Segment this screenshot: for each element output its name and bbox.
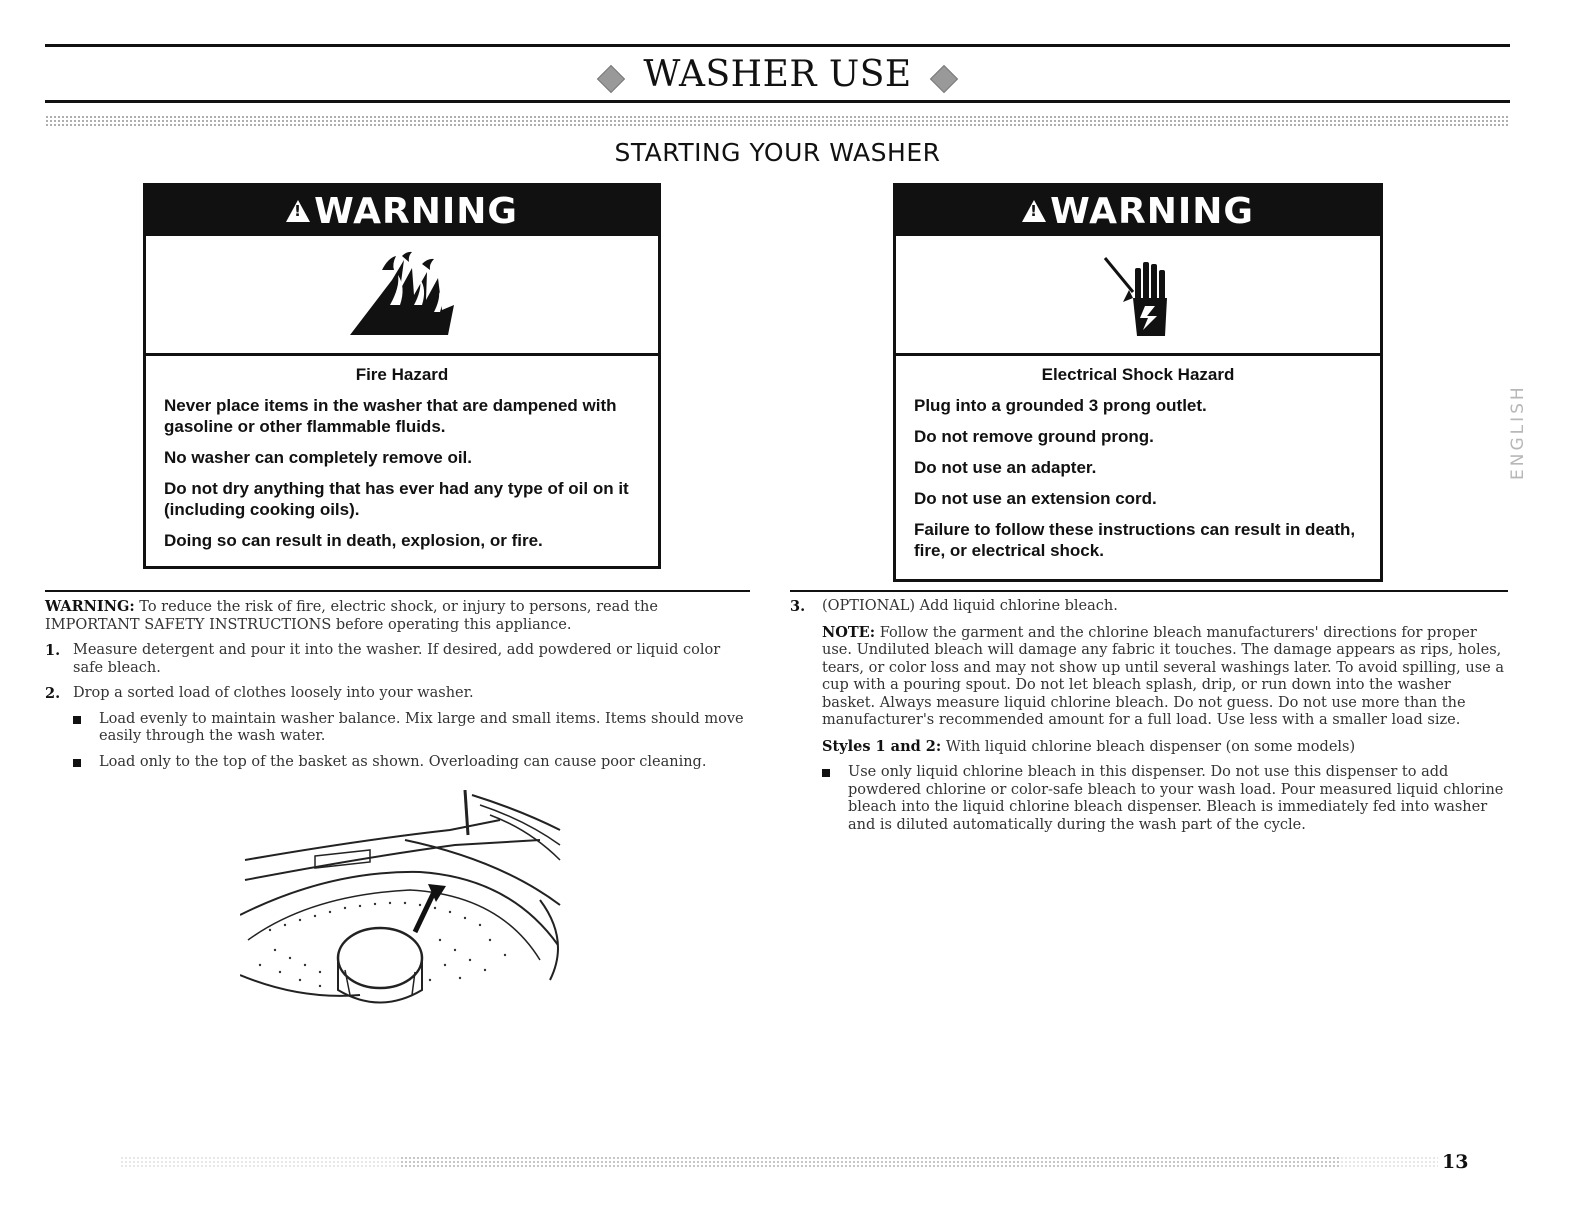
fire-hazard-icon bbox=[146, 236, 658, 356]
warning-body bbox=[896, 356, 1380, 581]
bullet-text: Load only to the top of the basket as shown. Overloading can cause poor cleaning. bbox=[99, 753, 707, 770]
warning-label: WARNING bbox=[1050, 190, 1254, 232]
safety-warning bbox=[45, 598, 750, 634]
bullet-square-icon bbox=[822, 769, 830, 777]
warning-body bbox=[146, 356, 658, 571]
footer-stipple-faint-left bbox=[120, 1156, 400, 1168]
right-column bbox=[790, 598, 1505, 842]
bullet-item bbox=[73, 754, 750, 772]
warning-line: Do not remove ground prong. bbox=[914, 427, 1154, 446]
note-label: NOTE: bbox=[822, 623, 876, 641]
hazard-title: Fire Hazard bbox=[355, 365, 449, 384]
warning-line: Do not dry anything that has ever had any type of oil on it (including cooking oils). bbox=[164, 479, 629, 519]
warning-line: Doing so can result in death, explosion, or fire. bbox=[164, 531, 543, 550]
styles-text: With liquid chlorine bleach dispenser (on some models) bbox=[941, 738, 1356, 755]
column-divider-right bbox=[790, 590, 1508, 592]
warning-label: WARNING bbox=[314, 190, 518, 232]
step-number: 3. bbox=[790, 598, 806, 615]
warning-line: No washer can completely remove oil. bbox=[164, 448, 473, 467]
washer-basket-illustration bbox=[240, 790, 570, 1005]
note-text: Follow the garment and the chlorine bleach manufacturers' directions for proper use. Undiluted bleach will damage any fabric it touches. The damage appears as rips, holes, tears, or color loss and may not show up until several washings later. To avoid spilling, use a cup with a pouring spout. Do not let bleach splash, drip, or run down into the washer basket. Always measure liquid chlorine bleach. Do not guess. Do not use more than the manufacturer's recommended amount for a full load. Use less with a smaller load size. bbox=[822, 624, 1504, 728]
section-title: STARTING YOUR WASHER bbox=[614, 138, 941, 167]
page-title: WASHER USE bbox=[643, 54, 912, 95]
bullet-item bbox=[822, 764, 1505, 834]
warning-triangle-icon bbox=[1022, 200, 1046, 222]
warning-box-shock bbox=[893, 183, 1383, 582]
warning-label: WARNING: bbox=[45, 598, 135, 615]
styles-paragraph bbox=[822, 738, 1505, 757]
page-header bbox=[45, 50, 1510, 100]
note-paragraph bbox=[822, 624, 1505, 730]
step-text: Drop a sorted load of clothes loosely into your washer. bbox=[73, 685, 474, 701]
hazard-title: Electrical Shock Hazard bbox=[1041, 365, 1235, 384]
warning-box-fire bbox=[143, 183, 661, 569]
page-number: 13 bbox=[1442, 1151, 1469, 1173]
styles-label: Styles 1 and 2: bbox=[822, 737, 942, 755]
language-side-tab: ENGLISH bbox=[1508, 384, 1528, 480]
column-divider-left bbox=[45, 590, 750, 592]
header-bottom-rule bbox=[45, 100, 1510, 103]
warning-line: Do not use an adapter. bbox=[914, 458, 1097, 477]
step-number: 2. bbox=[45, 685, 61, 702]
footer-stipple bbox=[400, 1156, 1340, 1168]
footer-stipple-faint-right bbox=[1340, 1156, 1438, 1168]
diamond-left-icon bbox=[597, 65, 625, 93]
warning-line: Failure to follow these instructions can result in death, fire, or electrical shock. bbox=[914, 520, 1356, 560]
warning-line: Plug into a grounded 3 prong outlet. bbox=[914, 396, 1207, 415]
step-3 bbox=[790, 598, 1505, 616]
bullet-square-icon bbox=[73, 716, 81, 724]
step-text: Measure detergent and pour it into the washer. If desired, add powdered or liquid color safe bleach. bbox=[73, 642, 721, 676]
step-1 bbox=[45, 642, 750, 677]
warning-line: Never place items in the washer that are dampened with gasoline or other flammable fluids. bbox=[164, 396, 617, 436]
step-2 bbox=[45, 685, 750, 703]
warning-header bbox=[146, 186, 658, 236]
warning-text: To reduce the risk of fire, electric shock, or injury to persons, read the IMPORTANT SAFETY INSTRUCTIONS before operating this appliance. bbox=[45, 599, 658, 633]
electrical-shock-hazard-icon bbox=[896, 236, 1380, 356]
warning-header bbox=[896, 186, 1380, 236]
left-column bbox=[45, 598, 750, 779]
bullet-text: Load evenly to maintain washer balance. Mix large and small items. Items should move easily through the wash water. bbox=[99, 710, 744, 744]
step-number: 1. bbox=[45, 642, 61, 659]
warning-triangle-icon bbox=[286, 200, 310, 222]
bullet-item bbox=[73, 711, 750, 746]
bullet-square-icon bbox=[73, 759, 81, 767]
diamond-right-icon bbox=[930, 65, 958, 93]
stipple-band bbox=[45, 115, 1510, 127]
top-rule bbox=[45, 44, 1510, 47]
step-text: (OPTIONAL) Add liquid chlorine bleach. bbox=[822, 598, 1118, 614]
bullet-text: Use only liquid chlorine bleach in this dispenser. Do not use this dispenser to add powdered chlorine or color-safe bleach to your wash load. Pour measured liquid chlorine bleach into the liquid chlorine bleach dispenser. Bleach is immediately fed into washer and is diluted automatically during the wash part of the cycle. bbox=[848, 764, 1504, 833]
warning-line: Do not use an extension cord. bbox=[914, 489, 1157, 508]
